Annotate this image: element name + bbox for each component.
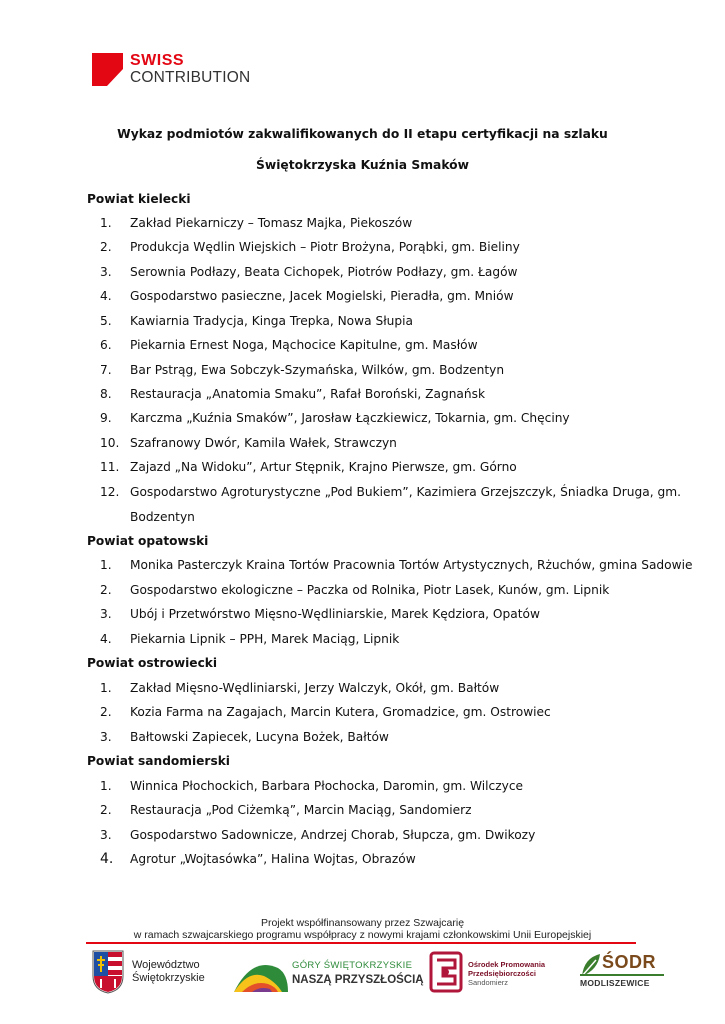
logo1-text-line2: Świętokrzyskie (132, 972, 205, 984)
list-item: 2. Gospodarstwo ekologiczne – Paczka od Rolnika, Piotr Lasek, Kunów, gm. Lipnik (100, 583, 610, 597)
district-heading: Powiat ostrowiecki (87, 656, 218, 670)
document-title-line1: Wykaz podmiotów zakwalifikowanych do II etapu certyfikacji na szlaku (117, 127, 608, 141)
swiss-logo-square-icon (92, 53, 123, 86)
document-title-line2: Świętokrzyska Kuźnia Smaków (256, 158, 469, 172)
list-item: 10. Szafranowy Dwór, Kamila Wałek, Strawczyn (100, 436, 397, 450)
list-item: 3. Ubój i Przetwórstwo Mięsno-Wędliniarskie, Marek Kędziora, Opatów (100, 607, 540, 621)
list-item: 2. Kozia Farma na Zagajach, Marcin Kutera, Gromadzice, gm. Ostrowiec (100, 705, 551, 719)
logo2-text-line2: NASZĄ PRZYSZŁOŚCIĄ (292, 974, 424, 986)
list-item: 1. Zakład Mięsno-Wędliniarski, Jerzy Walczyk, Okół, gm. Bałtów (100, 681, 500, 695)
list-item: 3. Bałtowski Zapiecek, Lucyna Bożek, Bałtów (100, 730, 389, 744)
list-item: 6. Piekarnia Ernest Noga, Mąchocice Kapitulne, gm. Masłów (100, 338, 478, 352)
list-item: 5. Kawiarnia Tradycja, Kinga Trepka, Nowa Słupia (100, 314, 413, 328)
logo4-text-line1: ŚODR (602, 952, 657, 972)
list-item: 3. Gospodarstwo Sadownicze, Andrzej Chorab, Słupcza, gm. Dwikozy (100, 828, 536, 842)
logo3-text-line1: Ośrodek Promowania (468, 960, 546, 969)
mountains-icon (232, 952, 290, 996)
list-item: 4. Piekarnia Lipnik – PPH, Marek Maciąg, Lipnik (100, 632, 400, 646)
list-item: 2. Produkcja Wędlin Wiejskich – Piotr Brożyna, Porąbki, gm. Bieliny (100, 240, 520, 254)
wojewodztwo-logo (92, 950, 207, 998)
list-item: 9. Karczma „Kuźnia Smaków”, Jarosław Łączkiewicz, Tokarnia, gm. Chęciny (100, 411, 570, 425)
list-item: 8. Restauracja „Anatomia Smaku”, Rafał Boroński, Zagnańsk (100, 387, 486, 401)
list-item: 12. Gospodarstwo Agroturystyczne „Pod Bukiem”, Kazimiera Grzejszczyk, Śniadka Druga, gm. (100, 485, 681, 499)
district-heading: Powiat kielecki (87, 192, 191, 206)
opp-sandomierz-logo (428, 950, 548, 998)
list-item: 3. Serownia Podłazy, Beata Cichopek, Piotrów Podłazy, gm. Łagów (100, 265, 518, 279)
list-item: 7. Bar Pstrąg, Ewa Sobczyk-Szymańska, Wilków, gm. Bodzentyn (100, 363, 505, 377)
district-heading: Powiat opatowski (87, 534, 209, 548)
sodr-divider (580, 974, 664, 976)
logo4-text-line2: MODLISZEWICE (580, 978, 650, 988)
logo-text-swiss: SWISS (130, 52, 185, 69)
list-item: 4. Gospodarstwo pasieczne, Jacek Mogielski, Pieradła, gm. Mniów (100, 289, 514, 303)
footer-text-line1: Projekt współfinansowany przez Szwajcarię (260, 917, 465, 929)
logo2-text-line1: GÓRY ŚWIĘTOKRZYSKIE (292, 960, 413, 971)
district-heading: Powiat sandomierski (87, 754, 230, 768)
logo3-text-line2: Przedsiębiorczości (468, 969, 536, 978)
list-item: 11. Zajazd „Na Widoku”, Artur Stępnik, Krajno Pierwsze, gm. Górno (100, 460, 517, 474)
logo3-text-line3: Sandomierz (468, 978, 509, 987)
list-item: 1. Monika Pasterczyk Kraina Tortów Pracownia Tortów Artystycznych, Rżuchów, gmina Sadowie (100, 558, 693, 572)
sodr-logo (578, 950, 666, 998)
logo-text-contribution: CONTRIBUTION (130, 69, 251, 86)
footer-divider (86, 942, 636, 944)
opp-emblem-icon (428, 950, 464, 994)
gory-swietokrzyskie-logo (232, 950, 424, 998)
list-item: 1. Winnica Płochockich, Barbara Płochocka, Daromin, gm. Wilczyce (100, 779, 524, 793)
list-item: 2. Restauracja „Pod Ciżemką”, Marcin Maciąg, Sandomierz (100, 803, 472, 817)
logo1-text-line1: Województwo (132, 959, 200, 971)
list-item: 1. Zakład Piekarniczy – Tomasz Majka, Piekoszów (100, 216, 413, 230)
coat-of-arms-icon (92, 950, 124, 994)
footer-text-line2: w ramach szwajcarskiego programu współpracy z nowymi krajami członkowskimi Unii Europejskiej (133, 929, 592, 941)
list-item-continuation: Bodzentyn (130, 510, 195, 524)
list-item: 4. Agrotur „Wojtasówka”, Halina Wojtas, Obrazów (100, 851, 416, 867)
